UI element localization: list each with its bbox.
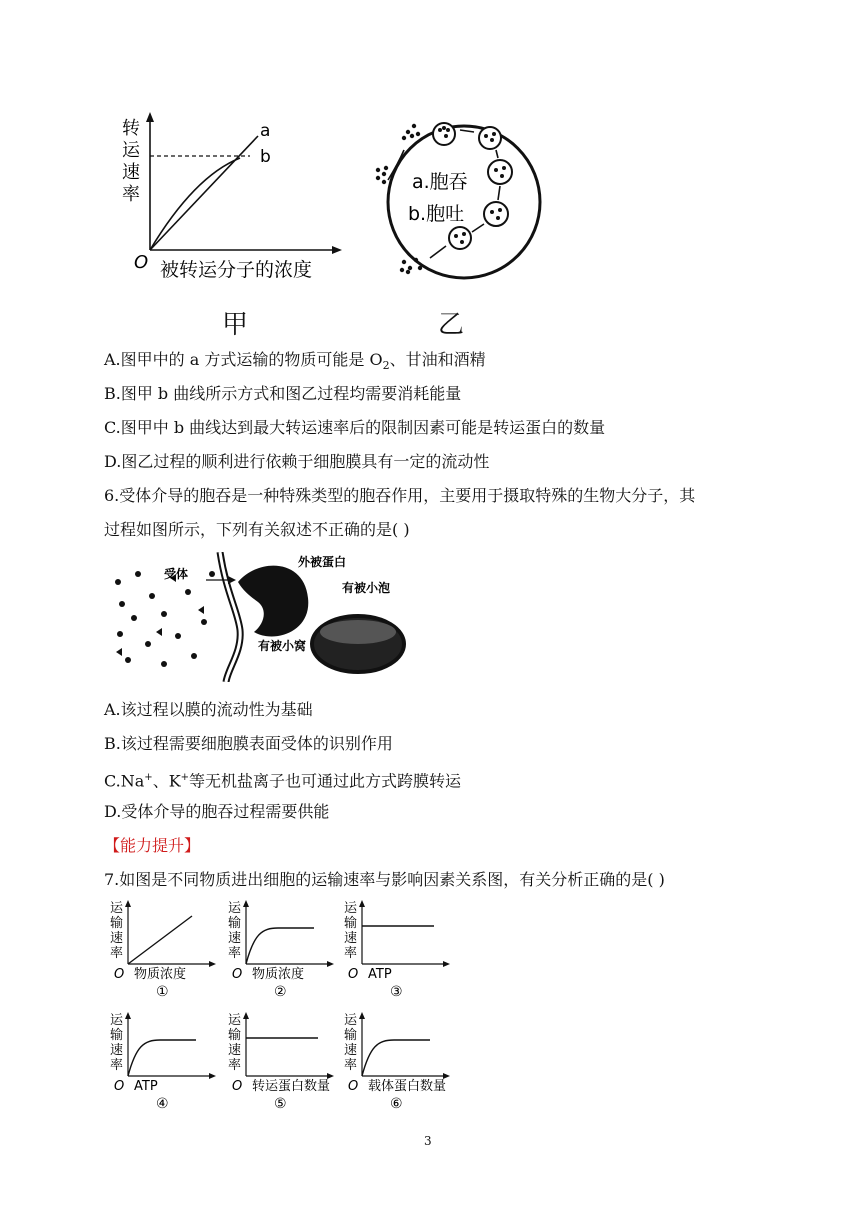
q7-graph-ylabel-char: 运 [228,901,242,916]
fig-yi-label-a: a.胞吞 [412,171,468,193]
q7-graph-ylabel-char: 率 [228,1058,242,1073]
q6-option-c-sup2: + [180,772,190,783]
q7-graph-number: ① [156,984,169,998]
fig-jia-origin: O [134,252,149,273]
q5-option-a-sub: 2 [382,359,390,373]
q7-graph-ylabel-char: 输 [228,916,242,931]
q7-graph-y-arrow [359,900,365,907]
q7-graph-ylabel-char: 率 [228,946,242,961]
q7-graph-xlabel: 转运蛋白数量 [252,1079,331,1094]
q7-graph-y-arrow [243,900,249,907]
q7-graph-ylabel-char: 运 [110,901,124,916]
fig-jia-ylabel-1: 转 [122,118,140,139]
q7-graph-ylabel-char: 率 [110,1058,124,1073]
q6-label-coat-protein: 外被蛋白 [298,555,347,569]
q7-graph-x-arrow [209,961,216,967]
q7-graph-number: ② [274,984,287,998]
fig-jia-curve-a [150,136,258,250]
q7-graph-x-arrow [443,961,450,967]
q7-graph-ylabel-char: 输 [344,1028,358,1043]
q7-graph-6 [338,1010,458,1110]
q7-graph-ylabel-char: 速 [110,1043,124,1058]
q7-graph-origin: O [232,967,243,982]
fig-jia-ylabel-3: 速 [122,162,140,183]
q7-graph-y-arrow [243,1012,249,1019]
q6-option-c [104,768,461,791]
q6-option-c-rest: 等无机盐离子也可通过此方式跨膜转运 [189,771,462,791]
q7-graph-origin: O [114,967,125,982]
q5-option-c: C.图甲中 b 曲线达到最大转运速率后的限制因素可能是转运蛋白的数量 [104,418,606,437]
q6-option-c-na: C.Na [104,771,145,791]
q7-graph-number: ④ [156,1096,169,1110]
q6-option-d: D.受体介导的胞吞过程需要供能 [104,802,330,821]
q7-graph-ylabel-char: 速 [344,1043,358,1058]
q7-graph-number: ③ [390,984,403,998]
q7-graph-origin: O [348,967,359,982]
q7-graph-ylabel-char: 输 [110,1028,124,1043]
q7-graph-ylabel-char: 输 [344,916,358,931]
fig-yi-caption: 乙 [438,310,465,340]
q7-graph-y-arrow [125,900,131,907]
q6-option-b: B.该过程需要细胞膜表面受体的识别作用 [104,734,393,753]
q6-endocytosis-figure [108,552,428,682]
q6-option-a: A.该过程以膜的流动性为基础 [104,700,313,719]
q5-option-b: B.图甲 b 曲线所示方式和图乙过程均需要消耗能量 [104,384,462,403]
fig-jia-xlabel: 被转运分子的浓度 [160,259,313,281]
q5-option-a [104,350,486,376]
q5-option-a-pre: A.图甲中的 a 方式运输的物质可能是 O [104,350,383,369]
q7-graph-curve [128,916,192,964]
q7-graph-ylabel-char: 输 [110,916,124,931]
q7-graph-ylabel-char: 运 [344,1013,358,1028]
q6-ligand-particles [115,571,215,667]
fig-yi-vesicle [488,160,512,184]
q7-graph-3 [338,898,458,998]
page-number: 3 [424,1134,432,1148]
q7-graph-y-arrow [359,1012,365,1019]
q7-graph-number: ⑥ [390,1096,403,1110]
q7-graph-ylabel-char: 输 [228,1028,242,1043]
q7-graph-ylabel-char: 率 [344,1058,358,1073]
q7-graph-origin: O [348,1079,359,1094]
q7-graph-ylabel-char: 运 [228,1013,242,1028]
fig-jia-label-b: b [260,147,271,167]
q7-graph-curve [362,1040,430,1076]
section-title: 【能力提升】 [104,836,201,855]
figure-jia [110,110,370,290]
figure-yi [364,110,544,290]
q5-option-d: D.图乙过程的顺利进行依赖于细胞膜具有一定的流动性 [104,452,490,471]
q7-graph-ylabel-char: 运 [344,901,358,916]
fig-yi-cell [388,126,540,278]
q7-graph-ylabel-char: 速 [344,931,358,946]
q7-graph-xlabel: 物质浓度 [252,967,305,982]
q7-graph-4 [104,1010,224,1110]
fig-jia-y-arrow [146,112,154,122]
q7-graph-curve [128,1040,196,1076]
fig-yi-vesicle [479,127,501,149]
q7-graph-curve [246,928,314,964]
q6-option-c-sep: 、K [152,771,181,791]
q6-option-c-sup1: + [144,772,153,783]
q6-label-coated-vesicle: 有被小泡 [342,581,391,595]
q7-stem: 7.如图是不同物质进出细胞的运输速率与影响因素关系图，有关分析正确的是( ) [104,870,665,889]
fig-jia-caption: 甲 [222,310,249,340]
fig-yi-vesicle [484,202,508,226]
fig-yi-vesicle [449,227,471,249]
q5-option-a-post: 、甘油和酒精 [389,350,486,369]
q6-stem-line2: 过程如图所示，下列有关叙述不正确的是( ) [104,520,410,539]
q6-coated-pit [238,566,308,637]
q7-graph-x-arrow [209,1073,216,1079]
q7-graph-2 [222,898,342,998]
fig-jia-ylabel-2: 运 [122,140,140,161]
q6-label-receptor: 受体 [164,567,189,581]
q7-graph-number: ⑤ [274,1096,287,1110]
q7-graph-xlabel: ATP [368,967,392,982]
fig-yi-label-b: b.胞吐 [408,203,465,225]
q7-graph-1 [104,898,224,998]
q7-graph-origin: O [232,1079,243,1094]
q7-graph-ylabel-char: 速 [228,1043,242,1058]
q7-graph-ylabel-char: 运 [110,1013,124,1028]
q7-graph-xlabel: 物质浓度 [134,967,187,982]
q7-graph-xlabel: ATP [134,1079,158,1094]
q7-graph-ylabel-char: 率 [110,946,124,961]
fig-jia-ylabel-4: 率 [122,184,140,205]
fig-jia-label-a: a [260,121,271,141]
q7-graph-y-arrow [125,1012,131,1019]
q7-graph-5 [222,1010,342,1110]
q7-graph-x-arrow [327,961,334,967]
q7-graph-origin: O [114,1079,125,1094]
q7-graph-ylabel-char: 率 [344,946,358,961]
q7-graph-xlabel: 载体蛋白数量 [368,1079,447,1094]
q6-label-coated-pit: 有被小窝 [258,639,307,653]
fig-jia-x-arrow [332,246,342,254]
q6-stem-line1: 6.受体介导的胞吞是一种特殊类型的胞吞作用，主要用于摄取特殊的生物大分子，其 [104,486,696,505]
q7-graph-ylabel-char: 速 [228,931,242,946]
q7-graph-ylabel-char: 速 [110,931,124,946]
fig-yi-arrows [388,130,500,258]
